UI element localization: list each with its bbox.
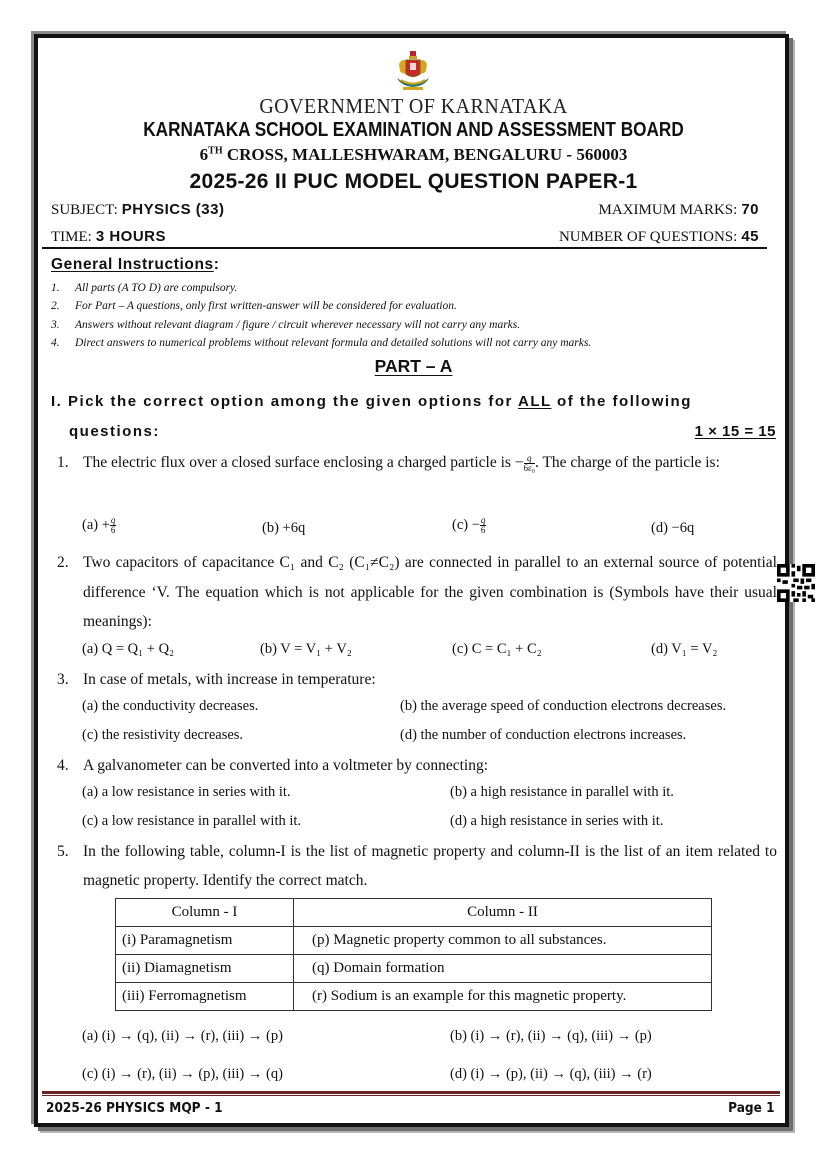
max-marks-value: 70 [741, 201, 759, 218]
header-divider [42, 247, 767, 249]
qr-code-icon [777, 564, 815, 602]
q4-option-b[interactable]: (b) a high resistance in parallel with it. [450, 784, 674, 800]
time-label: TIME: [51, 229, 92, 245]
table-header: Column - I [116, 899, 294, 927]
instruction-item: 1. All parts (A TO D) are compulsory. [51, 282, 238, 294]
q5-option-c[interactable]: (c) (i) → (r), (ii) → (p), (iii) → (q) [82, 1066, 283, 1082]
section-instruction: I. Pick the correct option among the given options for ALL of the following [51, 393, 692, 410]
board-address: 6TH CROSS, MALLESHWARAM, BENGALURU - 560003 [199, 145, 628, 164]
q2-option-c[interactable]: (c) C = C₁ + C₂ [452, 641, 542, 657]
table-row [116, 927, 712, 955]
table-cell: (q) Domain formation [294, 955, 712, 983]
q1-option-c[interactable]: (c) − $\frac{q}{6}$ [452, 515, 486, 535]
subject-field [51, 201, 224, 219]
q2-option-b[interactable]: (b) V = V₁ + V₂ [260, 641, 352, 657]
q1-option-b[interactable]: (b) +6q [262, 520, 306, 536]
num-questions-value: 45 [741, 228, 759, 245]
q4-option-d[interactable]: (d) a high resistance in series with it. [450, 813, 664, 829]
question-1: 1. The electric flux over a closed surface enclosing a charged particle is − $\frac{q}{\text{6ε₀}}$ . The charge of the particle is: [57, 452, 720, 473]
footer-left-text: 2025-26 PHYSICS MQP - 1 [46, 1100, 223, 1116]
section-marks: 1 × 15 = 15 [694, 423, 776, 440]
q5-option-b[interactable]: (b) (i) → (r), (ii) → (q), (iii) → (p) [450, 1028, 652, 1044]
karnataka-emblem-icon [393, 50, 433, 92]
time-field [51, 228, 166, 246]
q1-option-a[interactable]: (a) + $\frac{q}{6}$ [82, 515, 116, 535]
table-cell: (i) Paramagnetism [116, 927, 294, 955]
num-questions-field [559, 228, 759, 246]
q4-option-a[interactable]: (a) a low resistance in series with it. [82, 784, 291, 800]
q2-option-d[interactable]: (d) V₁ = V₂ [651, 641, 718, 657]
q3-option-d[interactable]: (d) the number of conduction electrons increases. [400, 727, 687, 743]
table-cell: (ii) Diamagnetism [116, 955, 294, 983]
footer-divider [42, 1091, 780, 1094]
part-a-heading: PART – A [374, 356, 453, 376]
table-cell: (iii) Ferromagnetism [116, 983, 294, 1011]
table-header-row [116, 899, 712, 927]
q1-option-d[interactable]: (d) −6q [651, 520, 695, 536]
table-row [116, 955, 712, 983]
match-table [115, 898, 712, 1011]
footer-divider-thin [42, 1095, 780, 1096]
general-instructions-title: General Instructions: [51, 256, 220, 273]
page-number: Page 1 [728, 1100, 775, 1116]
max-marks-label: MAXIMUM MARKS: [598, 202, 738, 218]
table-header: Column - II [294, 899, 712, 927]
general-instructions-list [51, 279, 591, 352]
time-value: 3 HOURS [95, 228, 167, 245]
q4-option-c[interactable]: (c) a low resistance in parallel with it. [82, 813, 302, 829]
q5-option-a[interactable]: (a) (i) → (q), (ii) → (r), (iii) → (p) [82, 1028, 283, 1044]
subject-value: PHYSICS (33) [121, 201, 225, 218]
table-cell: (p) Magnetic property common to all substances. [294, 927, 712, 955]
q3-option-b[interactable]: (b) the average speed of conduction electrons decreases. [400, 698, 727, 714]
instruction-item: 2. For Part – A questions, only first written-answer will be considered for evaluation. [51, 300, 457, 313]
instruction-item: 3. Answers without relevant diagram / figure / circuit wherever necessary will not carry any marks. [51, 318, 521, 331]
table-row [116, 983, 712, 1011]
board-title: KARNATAKA SCHOOL EXAMINATION AND ASSESSMENT BOARD [143, 119, 684, 141]
q3-option-c[interactable]: (c) the resistivity decreases. [82, 727, 244, 743]
instruction-item: 4. Direct answers to numerical problems without relevant formula and detailed solutions will not carry any marks. [51, 336, 592, 349]
q2-option-a[interactable]: (a) Q = Q₁ + Q₂ [82, 641, 175, 657]
q5-option-d[interactable]: (d) (i) → (p), (ii) → (q), (iii) → (r) [450, 1066, 652, 1082]
num-questions-label: NUMBER OF QUESTIONS: [558, 229, 738, 245]
table-cell: (r) Sodium is an example for this magnetic property. [294, 983, 712, 1011]
government-title: GOVERNMENT OF KARNATAKA [259, 94, 568, 118]
paper-title: 2025-26 II PUC MODEL QUESTION PAPER-1 [189, 170, 638, 193]
subject-label: SUBJECT: [51, 202, 118, 218]
section-instruction-line2: questions: 1 × 15 = 15 [69, 423, 776, 440]
max-marks-field [599, 201, 759, 219]
q3-option-a[interactable]: (a) the conductivity decreases. [82, 698, 259, 714]
